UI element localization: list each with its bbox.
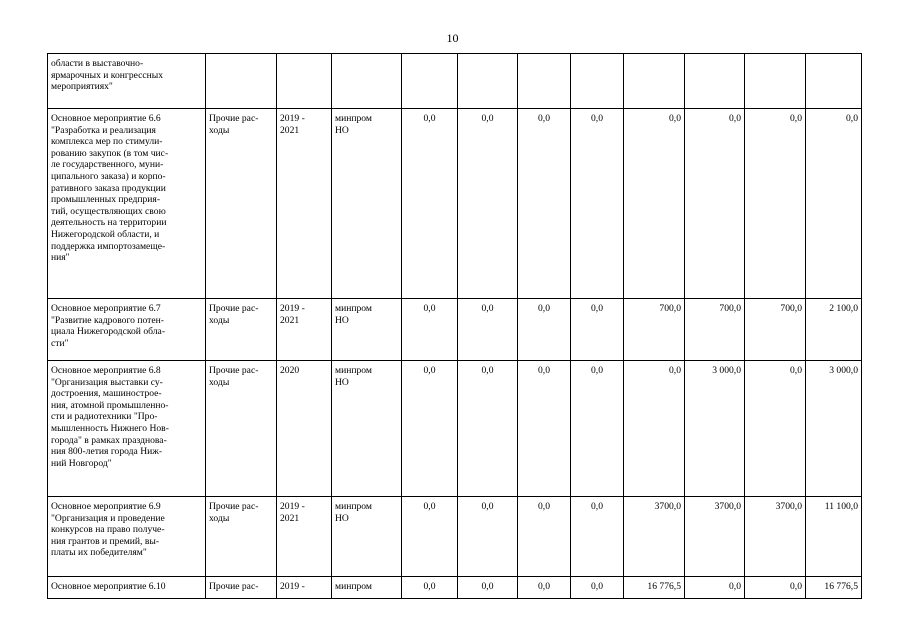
value-cell: 3700,0 xyxy=(745,497,806,577)
table-row xyxy=(48,361,862,497)
activity-name-cell: Основное мероприятие 6.10 xyxy=(48,577,206,599)
value-cell: 3 000,0 xyxy=(806,361,862,497)
funding-source-cell: Прочие рас- ходы xyxy=(206,109,277,299)
executor-cell: минпром НО xyxy=(332,109,402,299)
table-row xyxy=(48,299,862,361)
years-cell: 2019 - xyxy=(277,577,332,599)
value-cell: 0,0 xyxy=(745,109,806,299)
value-cell: 11 100,0 xyxy=(806,497,862,577)
value-cell: 3700,0 xyxy=(624,497,685,577)
value-cell: 0,0 xyxy=(402,497,458,577)
funding-source-cell: Прочие рас- ходы xyxy=(206,361,277,497)
value-cell xyxy=(458,54,518,109)
value-cell: 0,0 xyxy=(685,577,745,599)
executor-cell: минпром НО xyxy=(332,497,402,577)
value-cell: 3 000,0 xyxy=(685,361,745,497)
years-cell xyxy=(277,54,332,109)
value-cell: 0,0 xyxy=(745,361,806,497)
value-cell: 700,0 xyxy=(624,299,685,361)
value-cell: 0,0 xyxy=(571,361,624,497)
value-cell: 16 776,5 xyxy=(806,577,862,599)
value-cell xyxy=(685,54,745,109)
executor-cell: минпром xyxy=(332,577,402,599)
years-cell: 2019 - 2021 xyxy=(277,497,332,577)
value-cell: 0,0 xyxy=(624,109,685,299)
value-cell: 0,0 xyxy=(518,299,571,361)
value-cell xyxy=(806,54,862,109)
value-cell: 0,0 xyxy=(458,497,518,577)
table-row xyxy=(48,54,862,109)
value-cell: 0,0 xyxy=(518,361,571,497)
executor-cell xyxy=(332,54,402,109)
value-cell: 2 100,0 xyxy=(806,299,862,361)
activity-name-cell: Основное мероприятие 6.8 "Организация выставки су- достроения, машинострое- ния, атомной промышленно- сти и радиотехники "Про- мышленность Нижнего Нов- города" в рамках празднова- ния 800-летия города Ниж- ний Новгород" xyxy=(48,361,206,497)
value-cell: 3700,0 xyxy=(685,497,745,577)
value-cell xyxy=(518,54,571,109)
value-cell: 0,0 xyxy=(402,361,458,497)
years-cell: 2019 - 2021 xyxy=(277,299,332,361)
table-row xyxy=(48,577,862,599)
value-cell: 0,0 xyxy=(458,577,518,599)
page-number: 10 xyxy=(446,31,459,45)
funding-source-cell: Прочие рас- ходы xyxy=(206,299,277,361)
value-cell: 0,0 xyxy=(806,109,862,299)
value-cell: 0,0 xyxy=(458,109,518,299)
value-cell xyxy=(624,54,685,109)
value-cell: 0,0 xyxy=(518,577,571,599)
activity-name-cell: Основное мероприятие 6.7 "Развитие кадрового потен- циала Нижегородской обла- сти" xyxy=(48,299,206,361)
value-cell: 0,0 xyxy=(458,299,518,361)
value-cell: 0,0 xyxy=(518,109,571,299)
value-cell: 700,0 xyxy=(745,299,806,361)
value-cell: 0,0 xyxy=(624,361,685,497)
years-cell: 2020 xyxy=(277,361,332,497)
funding-source-cell: Прочие рас- ходы xyxy=(206,497,277,577)
table-row xyxy=(48,497,862,577)
value-cell: 0,0 xyxy=(571,497,624,577)
executor-cell: минпром НО xyxy=(332,299,402,361)
value-cell: 0,0 xyxy=(518,497,571,577)
value-cell xyxy=(745,54,806,109)
value-cell: 0,0 xyxy=(745,577,806,599)
program-activities-table xyxy=(47,53,862,599)
activity-name-cell: Основное мероприятие 6.9 "Организация и проведение конкурсов на право получе- ния грантов и премий, вы- платы их победителям" xyxy=(48,497,206,577)
value-cell xyxy=(402,54,458,109)
value-cell xyxy=(571,54,624,109)
value-cell: 0,0 xyxy=(571,299,624,361)
value-cell: 700,0 xyxy=(685,299,745,361)
years-cell: 2019 - 2021 xyxy=(277,109,332,299)
value-cell: 0,0 xyxy=(458,361,518,497)
executor-cell: минпром НО xyxy=(332,361,402,497)
table-row xyxy=(48,109,862,299)
activity-name-cell: области в выставочно- ярмарочных и конгрессных мероприятиях" xyxy=(48,54,206,109)
value-cell: 16 776,5 xyxy=(624,577,685,599)
activity-name-cell: Основное мероприятие 6.6 "Разработка и реализация комплекса мер по стимули- рованию закупок (в том чис- ле государственного, муни- ципального заказа) и корпо- ративного заказа продукции промышленных предприя- тий, осуществляющих свою деятельность на территории Нижегородской области, и поддержка импортозамеще- ния" xyxy=(48,109,206,299)
value-cell: 0,0 xyxy=(402,109,458,299)
funding-source-cell: Прочие рас- xyxy=(206,577,277,599)
value-cell: 0,0 xyxy=(571,109,624,299)
value-cell: 0,0 xyxy=(685,109,745,299)
value-cell: 0,0 xyxy=(402,577,458,599)
funding-source-cell xyxy=(206,54,277,109)
value-cell: 0,0 xyxy=(402,299,458,361)
value-cell: 0,0 xyxy=(571,577,624,599)
